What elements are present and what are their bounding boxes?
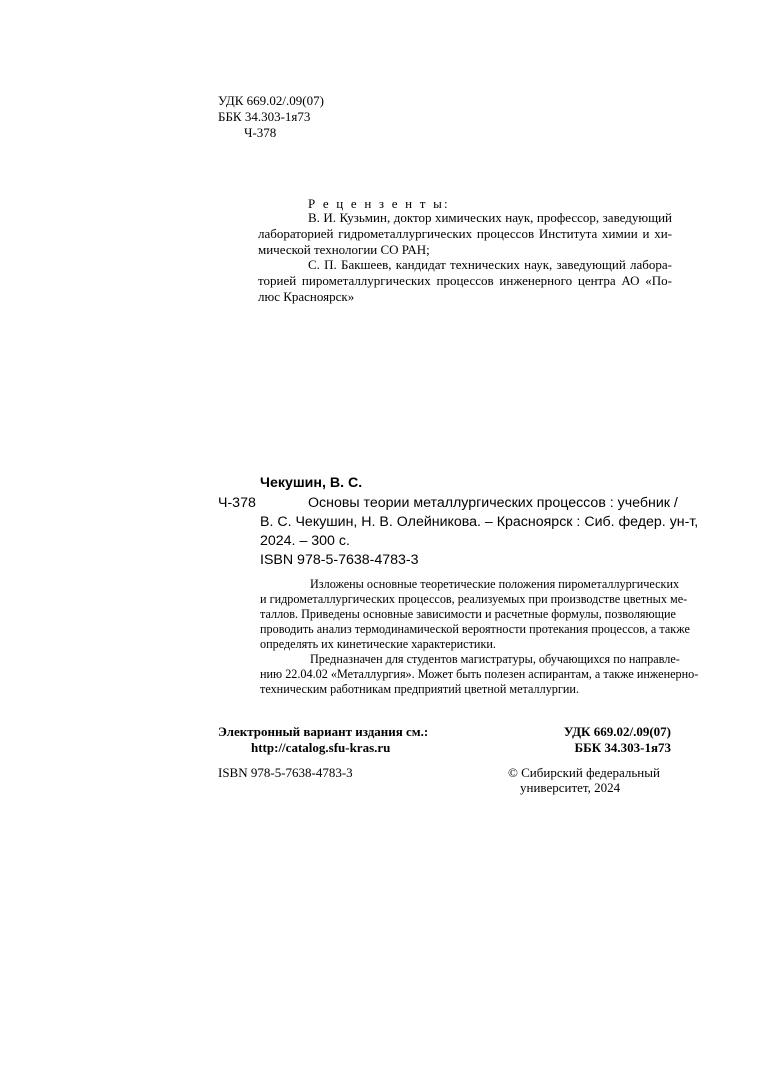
footer-isbn: ISBN 978-5-7638-4783-3 xyxy=(218,765,353,780)
annotation-p2-line-3: техническим работникам предприятий цветной металлургии. xyxy=(260,682,579,696)
record-isbn: ISBN 978-5-7638-4783-3 xyxy=(260,552,419,568)
copyright-line-1: © Сибирский федеральный xyxy=(508,765,660,780)
record-authors-line: В. С. Чекушин, Н. В. Олейникова. – Красноярск : Сиб. федер. ун-т, xyxy=(260,514,699,530)
annotation-p1-line-3: таллов. Приведены основные зависимости и расчетные формулы, позволяющие xyxy=(260,607,676,621)
catalog-code: Ч-378 xyxy=(244,125,277,140)
copyright-line-2: университет, 2024 xyxy=(520,780,621,795)
annotation-p1-line-1: Изложены основные теоретические положения пирометаллургических xyxy=(310,577,680,591)
record-author: Чекушин, В. С. xyxy=(260,475,363,491)
electronic-version-url[interactable]: http://catalog.sfu-kras.ru xyxy=(251,740,391,755)
record-year-pages: 2024. – 300 с. xyxy=(260,533,350,549)
record-code: Ч-378 xyxy=(218,495,256,511)
reviewer-1-line-1: В. И. Кузьмин, доктор химических наук, профессор, заведующий xyxy=(308,210,672,225)
reviewer-2-line-2: торией пирометаллургических процессов инженерного центра АО «По- xyxy=(258,273,672,288)
footer-udk: УДК 669.02/.09(07) xyxy=(563,724,671,739)
reviewer-1-line-3: мической технологии СО РАН; xyxy=(258,242,430,257)
footer-bbk: ББК 34.303-1я73 xyxy=(574,740,671,755)
reviewer-2-line-3: люс Красноярск» xyxy=(258,289,355,304)
electronic-version-label: Электронный вариант издания см.: xyxy=(218,724,429,739)
annotation-p2-line-1: Предназначен для студентов магистратуры, обучающихся по направле- xyxy=(310,652,680,666)
annotation-p1-line-4: проводить анализ термодинамической вероятности протекания процессов, а также xyxy=(260,622,690,636)
reviewers-heading: Р е ц е н з е н т ы: xyxy=(308,196,450,211)
catalog-udk: УДК 669.02/.09(07) xyxy=(218,93,324,108)
annotation-p1-line-5: определять их кинетические характеристики. xyxy=(260,637,496,651)
annotation-p1-line-2: и гидрометаллургических процессов, реализуемых при производстве цветных ме- xyxy=(260,592,688,606)
catalog-bbk: ББК 34.303-1я73 xyxy=(218,109,311,124)
reviewer-2-line-1: С. П. Бакшеев, кандидат технических наук, заведующий лабора- xyxy=(308,257,672,272)
record-title-line: Основы теории металлургических процессов : учебник / xyxy=(308,495,678,511)
annotation-p2-line-2: нию 22.04.02 «Металлургия». Может быть полезен аспирантам, а также инженерно- xyxy=(260,667,699,681)
reviewer-1-line-2: лабораторией гидрометаллургических процессов Института химии и хи- xyxy=(258,226,672,241)
